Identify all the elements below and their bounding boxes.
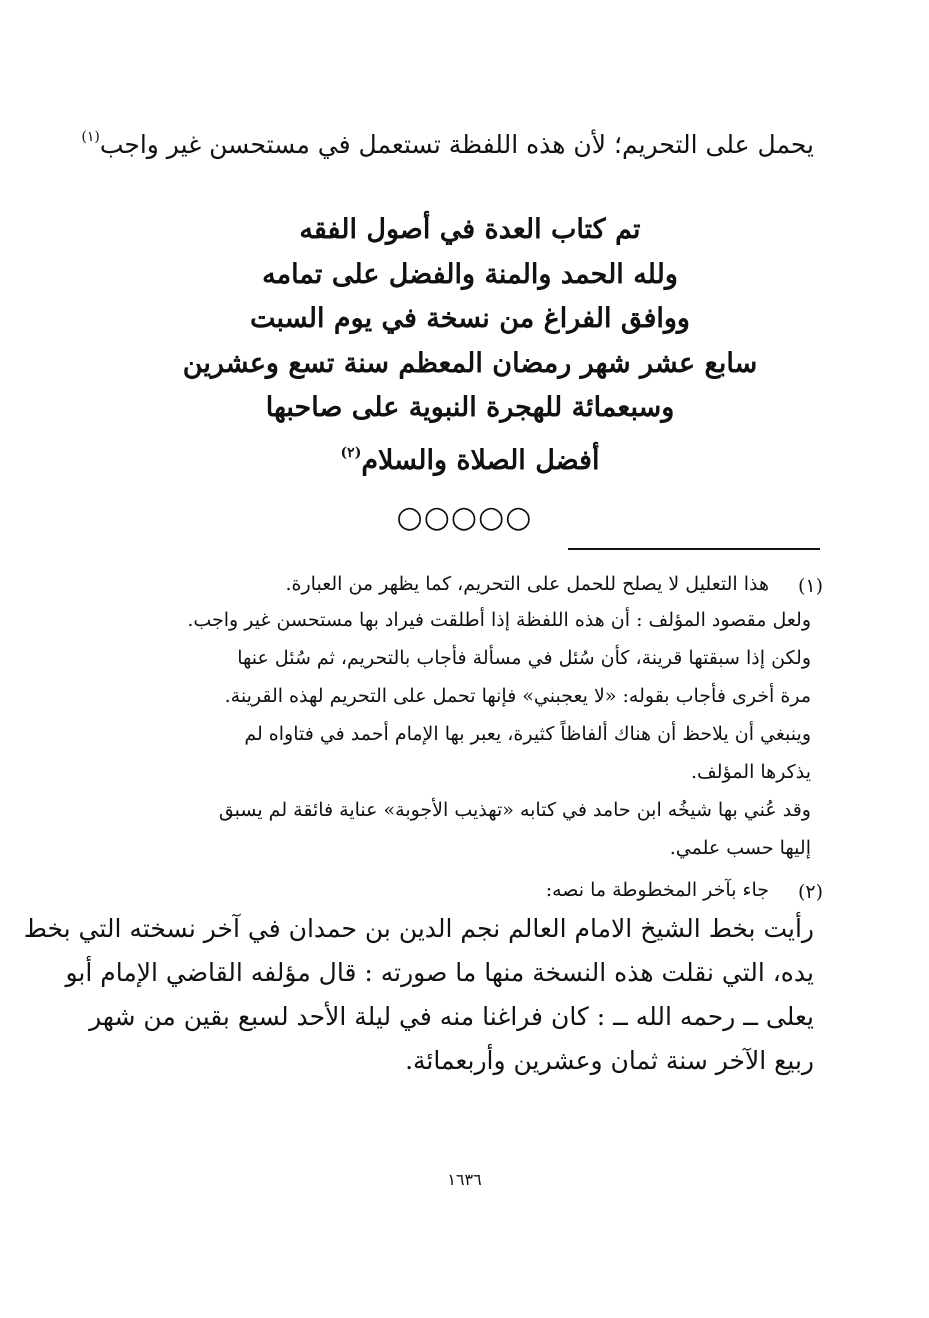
footnote-1-line: مرة أخرى فأجاب بقوله: «لا يعجبني» فإنها تحمل على التحريم لهذه القرينة.	[224, 685, 811, 707]
footnote-ref-2: (٢)	[340, 444, 362, 461]
footnote-1-line: وينبغي أن يلاحظ أن هناك ألفاظاً كثيرة، يعبر بها الإمام أحمد في فتاواه لم	[244, 723, 811, 745]
footnote-2-line: ربيع الآخر سنة ثمان وعشرين وأربعمائة.	[405, 1046, 814, 1075]
footnote-1-line: وقد عُني بها شيخُه ابن حامد في كتابه «تهذيب الأجوبة» عناية فائقة لم يسبق	[218, 799, 811, 821]
colophon-line: ووافق الفراغ من نسخة في يوم السبت	[250, 303, 690, 334]
main-text: يحمل على التحريم؛ لأن هذه اللفظة تستعمل في مستحسن غير واجب	[99, 130, 814, 159]
footnote-2-line: يده، التي نقلت هذه النسخة منها ما صورته : قال مؤلفه القاضي الإمام أبو	[65, 958, 814, 987]
footnote-2-intro: جاء بآخر المخطوطة ما نصه:	[545, 879, 769, 901]
colophon	[120, 208, 820, 483]
colophon-text: أفضل الصلاة والسلام	[361, 444, 600, 476]
colophon-line: تم كتاب العدة في أصول الفقه	[299, 214, 641, 245]
footnote-1-line: إليها حسب علمي.	[669, 837, 811, 859]
footnote-ref-1: (١)	[81, 129, 100, 145]
colophon-line: وسبعمائة للهجرة النبوية على صاحبها	[265, 392, 675, 423]
page-number: ١٦٣٦	[447, 1170, 482, 1189]
footnote-1-line: يذكرها المؤلف.	[690, 761, 811, 783]
colophon-line-last	[120, 431, 820, 484]
footnote-2-line: رأيت بخط الشيخ الامام العالم نجم الدين بن حمدان في آخر نسخته التي بخط	[23, 914, 814, 943]
colophon-line: ولله الحمد والمنة والفضل على تمامه	[262, 258, 678, 290]
footnote-1-line: ولعل مقصود المؤلف : أن هذه اللفظة إذا أطلقت فيراد بها مستحسن غير واجب.	[187, 609, 811, 631]
footnote-number-1: (١)	[797, 575, 823, 597]
footnote-number-2: (٢)	[797, 881, 823, 903]
footnote-1-line: هذا التعليل لا يصلح للحمل على التحريم، كما يظهر من العبارة.	[285, 573, 769, 595]
colophon-line: سابع عشر شهر رمضان المعظم سنة تسع وعشرين	[182, 347, 758, 379]
section-ornament: ○○○○○	[396, 500, 533, 535]
main-text-line	[81, 120, 814, 162]
footnote-divider	[568, 548, 820, 550]
footnote-1-line: ولكن إذا سبقتها قرينة، كأن سُئل في مسألة فأجاب بالتحريم، ثم سُئل عنها	[237, 647, 811, 669]
footnote-2-line: يعلى ــ رحمه الله ــ : كان فراغنا منه في ليلة الأحد لسبع بقين من شهر	[89, 1002, 814, 1031]
